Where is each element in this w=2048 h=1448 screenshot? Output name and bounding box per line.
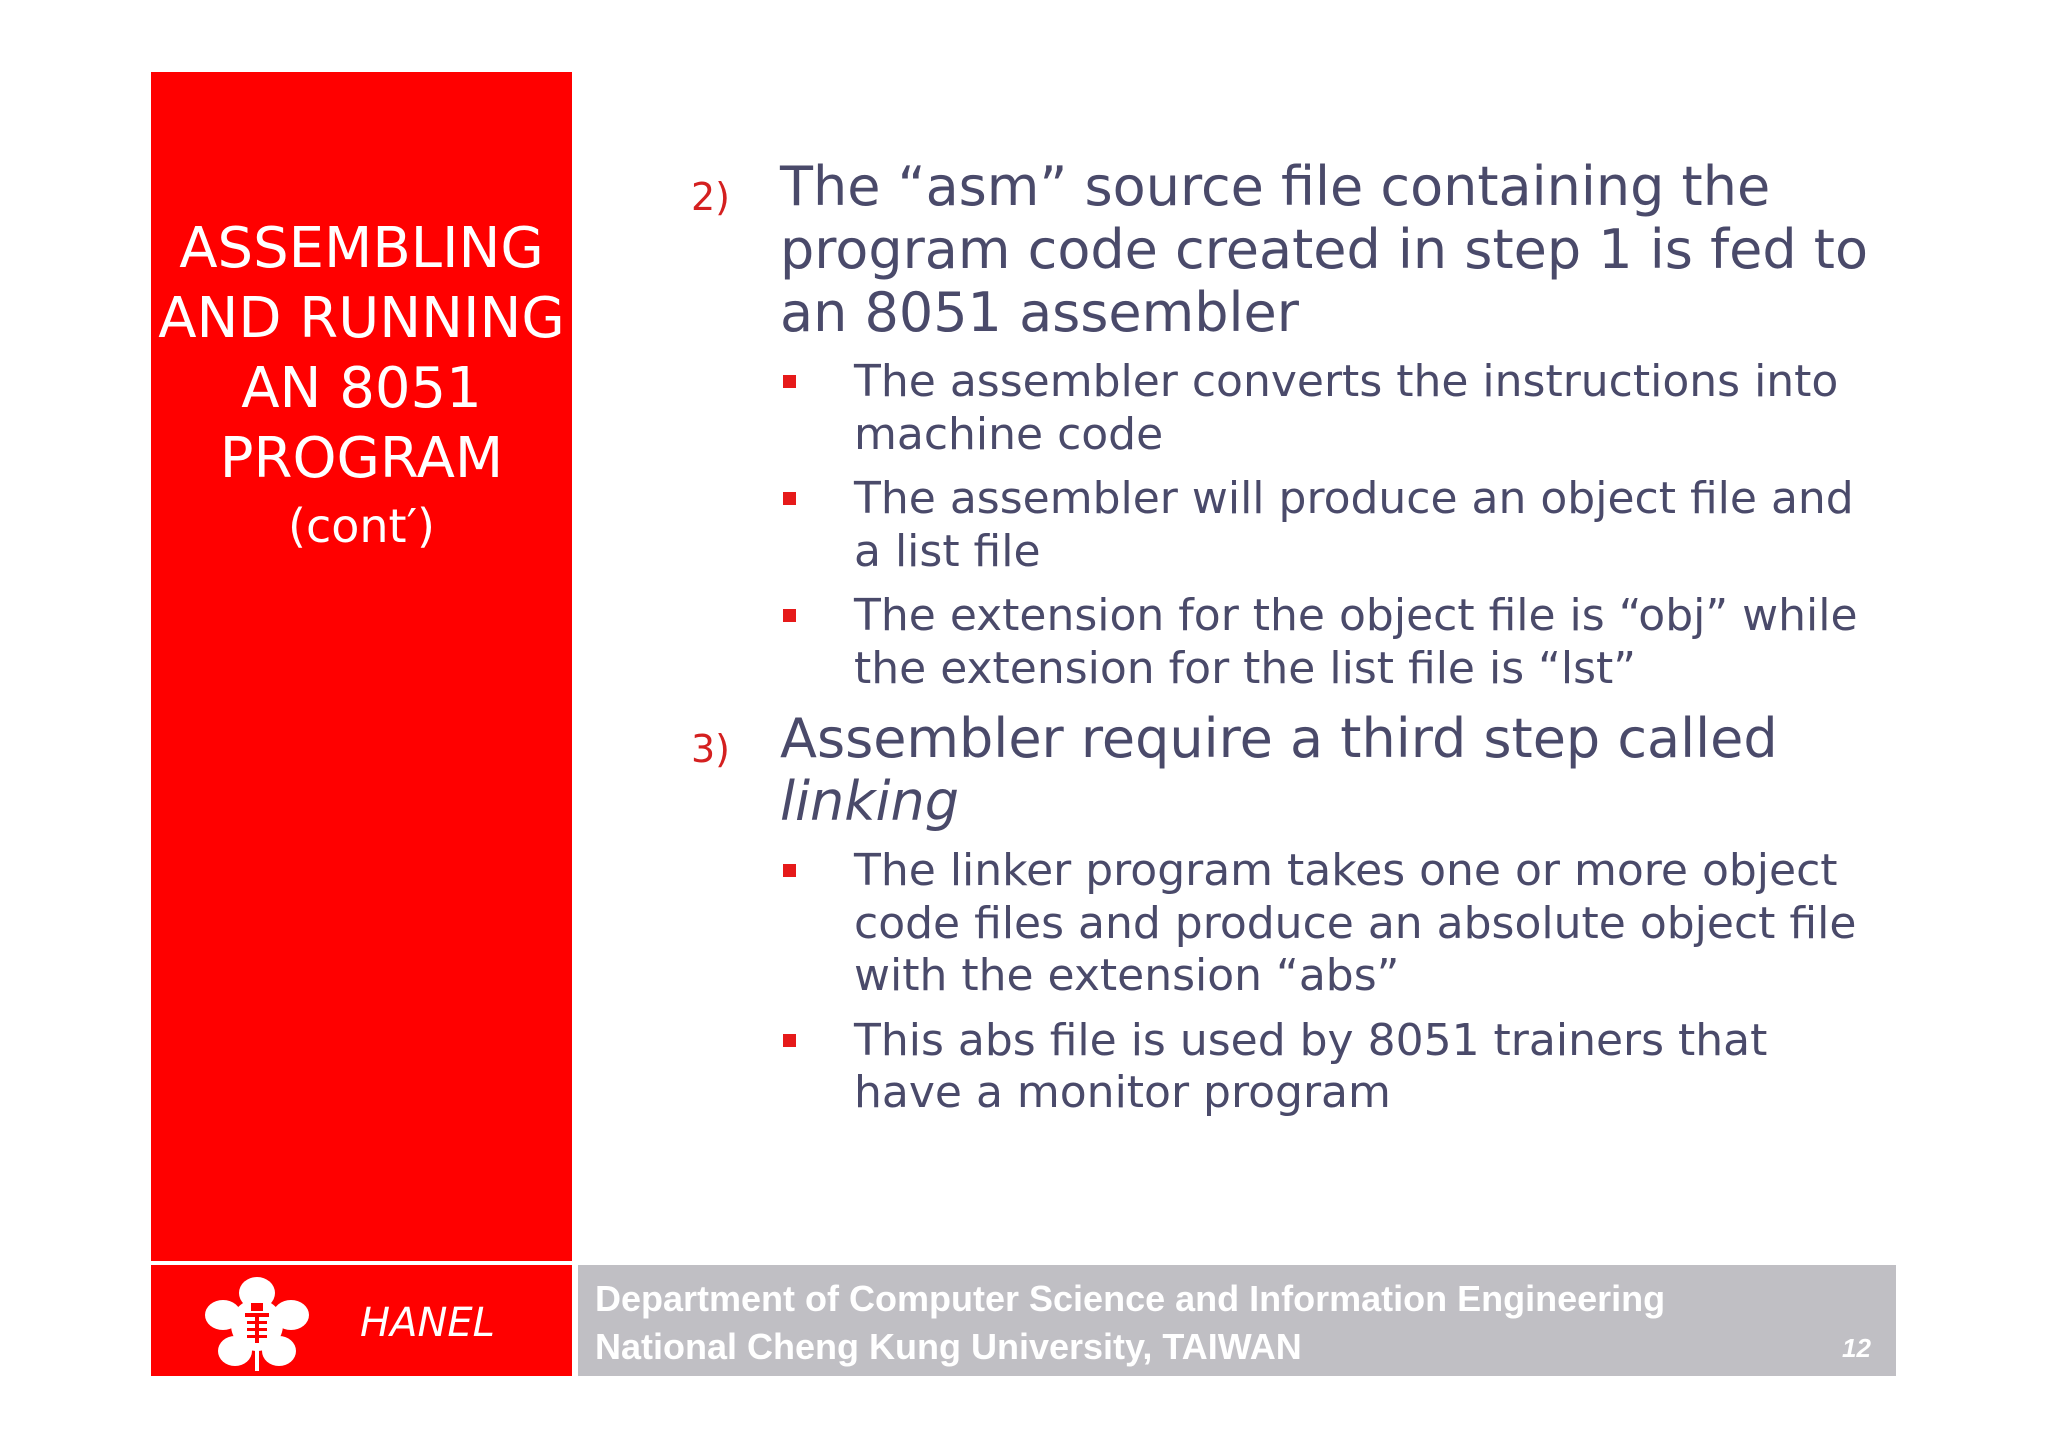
bullet-square-icon — [783, 864, 796, 877]
bullet-text-line: This abs file is used by 8051 trainers that — [854, 1014, 1768, 1066]
numbered-item — [690, 155, 1870, 695]
page-number: 12 — [1842, 1333, 1871, 1363]
item-emphasis: linking — [780, 770, 960, 833]
bullet-text-line: The linker program takes one or more object — [854, 845, 1838, 896]
item-number: 3) — [691, 727, 731, 771]
bullet-text-line: with the extension “abs” — [854, 950, 1400, 1001]
bullet-item — [780, 356, 1870, 461]
item-text-line: Assembler require a third step called — [780, 707, 1778, 770]
bullet-item — [780, 590, 1870, 695]
sidebar-subtitle: (cont′) — [288, 499, 435, 553]
bullet-square-icon — [783, 375, 796, 388]
ncku-flower-emblem-icon — [201, 1273, 313, 1373]
bullet-list — [780, 845, 1870, 1120]
bullet-square-icon — [783, 1034, 796, 1047]
bullet-text-line: the extension for the list file is “lst” — [854, 642, 1637, 694]
item-text — [780, 707, 1870, 833]
author-name: HANEL — [360, 1300, 495, 1346]
item-text — [780, 155, 1870, 344]
bullet-text-line: The assembler will produce an object file and — [854, 473, 1854, 524]
bullet-square-icon — [783, 492, 796, 505]
item-text-line: program code created in step 1 is fed to — [780, 218, 1868, 281]
bullet-item — [780, 1015, 1870, 1120]
department-name: Department of Computer Science and Information Engineering — [595, 1278, 1666, 1319]
bullet-text-line: code files and produce an absolute object file — [854, 897, 1857, 949]
sidebar-title-line: ASSEMBLING — [179, 216, 544, 281]
sidebar-title-line: AN 8051 — [241, 356, 482, 421]
bullet-square-icon — [783, 609, 796, 622]
slide-body — [690, 155, 1870, 1132]
footer-affiliation — [595, 1275, 1665, 1371]
bullet-list — [780, 356, 1870, 695]
sidebar-title-line: AND RUNNING — [158, 286, 565, 351]
bullet-text-line: machine code — [854, 408, 1164, 460]
sidebar-title-line: PROGRAM — [219, 426, 504, 491]
bullet-item — [780, 845, 1870, 1003]
bullet-text-line: have a monitor program — [854, 1067, 1391, 1118]
sidebar-title — [151, 214, 572, 558]
university-name: National Cheng Kung University, TAIWAN — [595, 1326, 1302, 1367]
bullet-text-line: a list file — [854, 525, 1041, 577]
item-text-line: The “asm” source file containing the — [780, 155, 1771, 218]
item-text-line: an 8051 assembler — [780, 281, 1299, 344]
item-number: 2) — [691, 175, 731, 219]
bullet-text-line: The assembler converts the instructions into — [854, 356, 1839, 407]
bullet-text-line: The extension for the object file is “obj” while — [854, 590, 1858, 641]
bullet-item — [780, 473, 1870, 578]
numbered-item — [690, 707, 1870, 1120]
